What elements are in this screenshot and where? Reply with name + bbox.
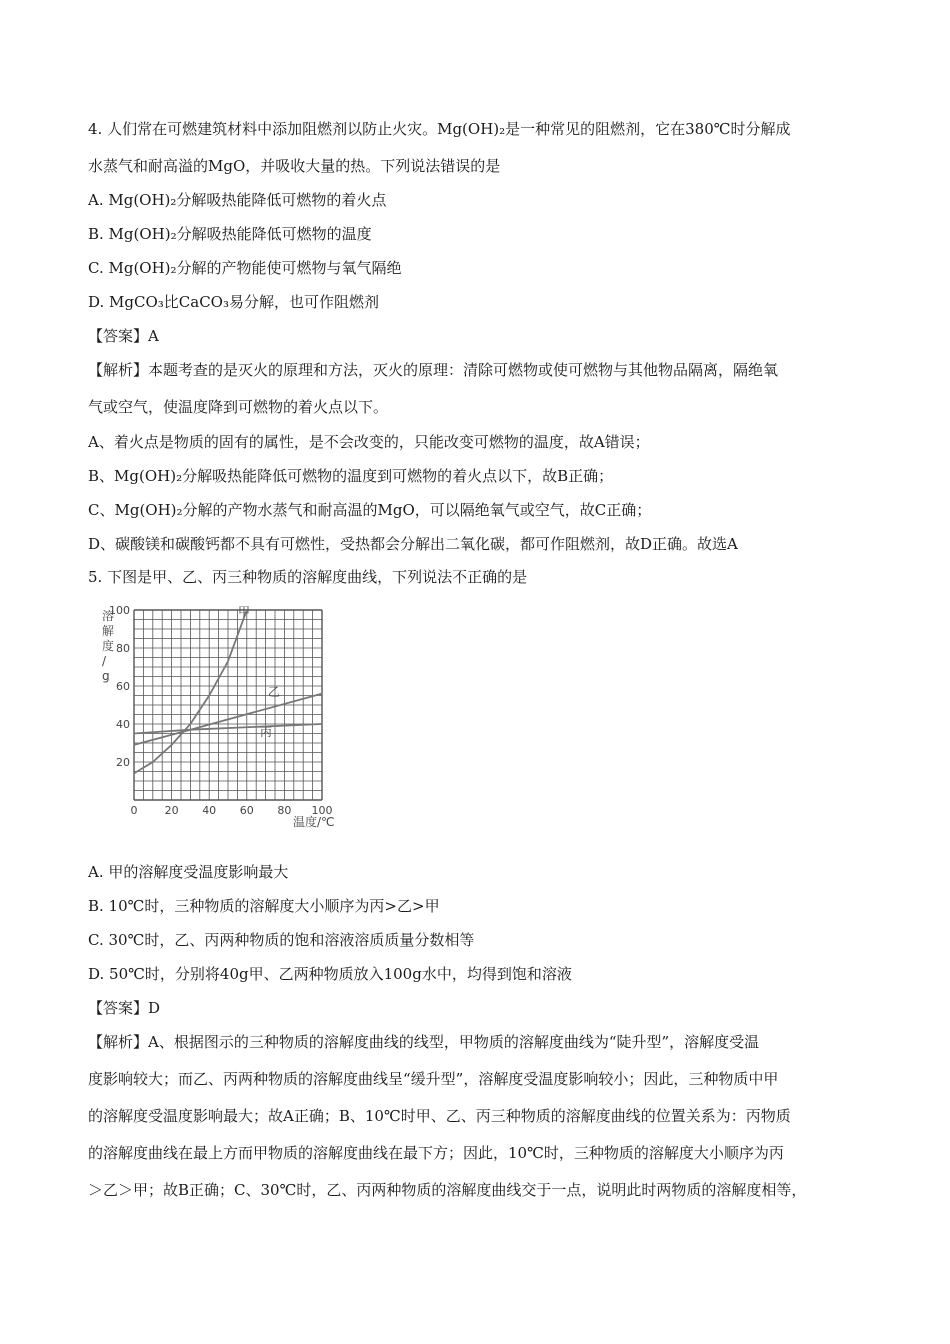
series-label-乙: 乙 (268, 685, 281, 699)
q5-option-a: A. 甲的溶解度受温度影响最大 (88, 863, 289, 881)
y-tick-label: 100 (109, 604, 130, 617)
q5-answer: 【答案】D (88, 999, 161, 1017)
y-tick-label: 20 (116, 756, 130, 769)
q5-analysis-line-2: 度影响较大；而乙、丙两种物质的溶解度曲线呈“缓升型”，溶解度受温度影响较小；因此，三种物质中甲 (88, 1070, 779, 1088)
chart-ticks (109, 604, 333, 817)
q4-option-a: A. Mg(OH)₂分解吸热能降低可燃物的着火点 (88, 191, 387, 209)
x-tick-label: 0 (130, 804, 138, 817)
q4-stem-line-2: 水蒸气和耐高溢的MgO，并吸收大量的热。下列说法错误的是 (88, 157, 501, 175)
x-axis-label: 温度/℃ (293, 815, 335, 829)
q4-option-d: D. MgCO₃比CaCO₃易分解，也可作阻燃剂 (88, 293, 379, 311)
series-label-甲: 甲 (238, 605, 251, 619)
q5-option-d: D. 50℃时，分别将40g甲、乙两种物质放入100g水中，均得到饱和溶液 (88, 965, 572, 983)
q4-analysis-line-2: 气或空气，使温度降到可燃物的着火点以下。 (88, 398, 389, 416)
q5-analysis-line-1: 【解析】A、根据图示的三种物质的溶解度曲线的线型，甲物质的溶解度曲线为“陡升型”，溶解度受温 (88, 1033, 760, 1051)
q4-analysis-line-3: A、着火点是物质的固有的属性，是不会改变的，只能改变可燃物的温度，故A错误； (88, 433, 650, 451)
x-tick-label: 40 (202, 804, 217, 817)
x-tick-label: 80 (277, 804, 292, 817)
q4-option-b: B. Mg(OH)₂分解吸热能降低可燃物的温度 (88, 225, 372, 243)
q5-stem: 5. 下图是甲、乙、丙三种物质的溶解度曲线，下列说法不正确的是 (88, 568, 528, 586)
q4-stem-line-1: 4. 人们常在可燃建筑材料中添加阻燃剂以防止火灾。Mg(OH)₂是一种常见的阻燃剂，它在380℃时分解成 (88, 120, 791, 138)
q5-option-b: B. 10℃时，三种物质的溶解度大小顺序为丙>乙>甲 (88, 897, 440, 915)
q5-analysis-line-3: 的溶解度受温度影响最大；故A正确；B、10℃时甲、乙、丙三种物质的溶解度曲线的位置关系为：丙物质 (88, 1107, 791, 1125)
chart-grid (134, 610, 322, 800)
y-tick-label: 60 (116, 680, 130, 693)
q4-answer: 【答案】A (88, 327, 159, 345)
y-tick-label: 80 (116, 642, 130, 655)
q5-analysis-line-4: 的溶解度曲线在最上方而甲物质的溶解度曲线在最下方；因此，10℃时，三种物质的溶解度大小顺序为丙 (88, 1144, 784, 1162)
q5-option-c: C. 30℃时，乙、丙两种物质的饱和溶液溶质质量分数相等 (88, 931, 475, 949)
q4-analysis-line-1: 【解析】本题考查的是灭火的原理和方法，灭火的原理：清除可燃物或使可燃物与其他物品隔离，隔绝氧 (88, 361, 779, 379)
y-tick-label: 40 (116, 718, 130, 731)
q4-analysis-line-4: B、Mg(OH)₂分解吸热能降低可燃物的温度到可燃物的着火点以下，故B正确； (88, 467, 614, 485)
y-axis-label: 溶解度/ g (102, 609, 115, 683)
x-tick-label: 20 (164, 804, 179, 817)
solubility-chart (88, 600, 358, 832)
x-tick-label: 60 (239, 804, 254, 817)
series-label-丙: 丙 (260, 725, 273, 739)
x-tick-label: 100 (311, 804, 333, 817)
q4-analysis-line-5: C、Mg(OH)₂分解的产物水蒸气和耐高温的MgO，可以隔绝氧气或空气，故C正确； (88, 501, 652, 519)
q4-option-c: C. Mg(OH)₂分解的产物能使可燃物与氧气隔绝 (88, 259, 402, 277)
q4-analysis-line-6: D、碳酸镁和碳酸钙都不具有可燃性，受热都会分解出二氧化碳，都可作阻燃剂，故D正确。故选A (88, 535, 738, 553)
q5-analysis-line-5: ＞乙＞甲；故B正确；C、30℃时，乙、丙两种物质的溶解度曲线交于一点，说明此时两物质的溶解度相等， (88, 1181, 807, 1199)
